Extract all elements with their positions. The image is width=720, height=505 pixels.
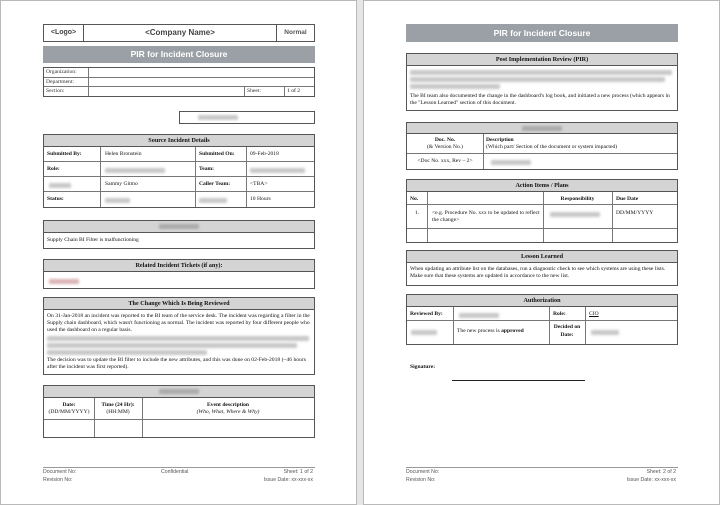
- doc-no-header: Doc. No.: [434, 137, 456, 143]
- page2-title: PIR for Incident Closure: [406, 24, 678, 42]
- timeline-event-sub: (Who, What, Where & Why): [196, 409, 260, 415]
- footer-confidential: Confidential: [161, 469, 189, 475]
- submitted-on-value: 09-Feb-2018: [250, 151, 279, 157]
- process-statement: [457, 328, 524, 335]
- description-text: Supply Chain BI Filter is malfunctioning: [47, 237, 139, 243]
- change-para-3: The decision was to update the BI filter to include the new attributes, and this was done on 02-Feb-2018 (~46 hours after the incident was first reported).: [47, 357, 306, 370]
- timeline-table: [43, 385, 315, 438]
- related-tickets-box: [43, 259, 315, 289]
- section-label: Section:: [46, 88, 65, 94]
- status-label: Status:: [47, 196, 64, 202]
- process-text: The new process is: [457, 328, 500, 334]
- footer-sheet: Sheet: 1 of 2: [283, 469, 313, 475]
- decided-on-label: Decided on: [553, 324, 581, 330]
- redacted-text: [198, 115, 238, 120]
- team-label: Team:: [199, 166, 215, 172]
- source-incident-table: [43, 134, 315, 208]
- page-2: [363, 0, 720, 505]
- action-no-header: No.: [410, 196, 419, 202]
- authorization-table: [406, 294, 678, 345]
- footer-issue-date: Issue Date: xx-xxx-xx: [263, 477, 313, 483]
- timeline-date-sub: (DD/MM/YYYY): [48, 409, 90, 415]
- pir-redacted: [410, 70, 676, 89]
- page-1: [0, 0, 357, 505]
- redacted-id-box: [179, 111, 315, 124]
- lesson-learned-box: [406, 250, 678, 286]
- p2-footer-revision-no: Revision No:: [406, 477, 436, 483]
- organization-label: Organization:: [46, 69, 77, 75]
- action-row-no: 1.: [414, 210, 420, 216]
- source-header: Source Incident Details: [44, 135, 314, 147]
- header-logo-row: [43, 24, 315, 42]
- p2-footer-issue-date: Issue Date: xx-xxx-xx: [626, 477, 676, 483]
- company-name: <Company Name>: [145, 28, 215, 37]
- role-label: Role:: [47, 166, 60, 172]
- signature-line[interactable]: [452, 380, 585, 381]
- auth-header: Authorization: [407, 295, 677, 307]
- auth-role-value: CIO: [589, 311, 599, 317]
- doc-no-sub: (& Version No.): [426, 144, 464, 150]
- doc-row-value: <Doc No. xxx, Rev – 2>: [417, 158, 473, 164]
- meta-table: [43, 67, 315, 97]
- process-status: approved: [501, 328, 524, 334]
- caller-team-label: Caller Team:: [199, 181, 231, 187]
- related-header: Related Incident Tickets (if any):: [44, 260, 314, 272]
- timeline-time-sub: (HH:MM): [106, 409, 130, 415]
- submitted-by-label: Submitted By:: [47, 151, 82, 157]
- submitted-on-label: Submitted On:: [199, 151, 235, 157]
- submitted-by-value: Helen Bronstein: [105, 151, 142, 157]
- change-header: The Change Which Is Being Reviewed: [44, 298, 314, 310]
- redacted-paragraph: [47, 336, 313, 355]
- sheet-label: Sheet:: [247, 88, 261, 94]
- decided-date-label: Date:: [560, 332, 574, 338]
- logo-placeholder: <Logo>: [44, 25, 84, 41]
- timeline-date-header: Date:: [62, 402, 76, 408]
- description-box: [43, 220, 315, 249]
- p2-footer-sheet: Sheet: 2 of 2: [646, 469, 676, 475]
- reviewed-by-label: Reviewed By:: [410, 311, 443, 317]
- timeline-event-header: Event description: [206, 402, 250, 408]
- pir-header: Post Implementation Review (PIR): [407, 54, 677, 66]
- action-header: Action Items / Plans: [407, 180, 677, 192]
- auth-role-label: Role:: [553, 311, 566, 317]
- caller-team-value: <TBA>: [250, 181, 268, 187]
- lesson-header: Lesson Learned: [407, 251, 677, 263]
- pir-box: [406, 53, 678, 111]
- sheet-value: 1 of 2: [287, 88, 301, 94]
- priority-label: Normal: [276, 25, 314, 41]
- row4-value: 10 Hours: [250, 196, 271, 202]
- action-items-table: [406, 179, 678, 243]
- change-review-box: [43, 297, 315, 375]
- action-due-header: Due Date: [616, 196, 639, 202]
- timeline-time-header: Time (24 Hr):: [101, 402, 135, 408]
- signature-label: Signature:: [410, 364, 436, 370]
- footer-doc-no: Document No:: [43, 469, 77, 475]
- p2-footer-doc-no: Document No:: [406, 469, 440, 475]
- action-row-due: DD/MM/YYYY: [616, 210, 654, 216]
- doc-desc-header: Description: [486, 137, 514, 143]
- department-label: Department:: [46, 79, 74, 85]
- lesson-text: When updating an attribute list on the databases, run a diagnostic check to see which systems are using these lists. Make sure that these systems are updated in accordance to the new list.: [410, 266, 666, 279]
- action-row-text: <e.g. Procedure No. xxx to be updated to reflect the change>: [432, 210, 540, 223]
- change-para-1: On 31-Jan-2018 an incident was reported to the BI team of the service desk. The incident was regarding a filter in the Supply chain dashboard, which wasn't functioning as normal. The incident was reported by four different people who used the dashboard on a regular basis.: [47, 313, 310, 333]
- row3-value: Sammy Gitmo: [105, 181, 138, 187]
- document-title: PIR for Incident Closure: [43, 46, 315, 63]
- pir-text: The BI team also documented the change in the dashboard's log book, and initiated a new process (which appears in the "Lesson Learned" section of this document.: [410, 93, 670, 106]
- doc-desc-sub: (Which part/ Section of the document or system impacted): [486, 144, 618, 150]
- doc-impact-table: [406, 122, 678, 170]
- action-resp-header: Responsibility: [560, 196, 595, 202]
- footer-revision-no: Revision No:: [43, 477, 73, 483]
